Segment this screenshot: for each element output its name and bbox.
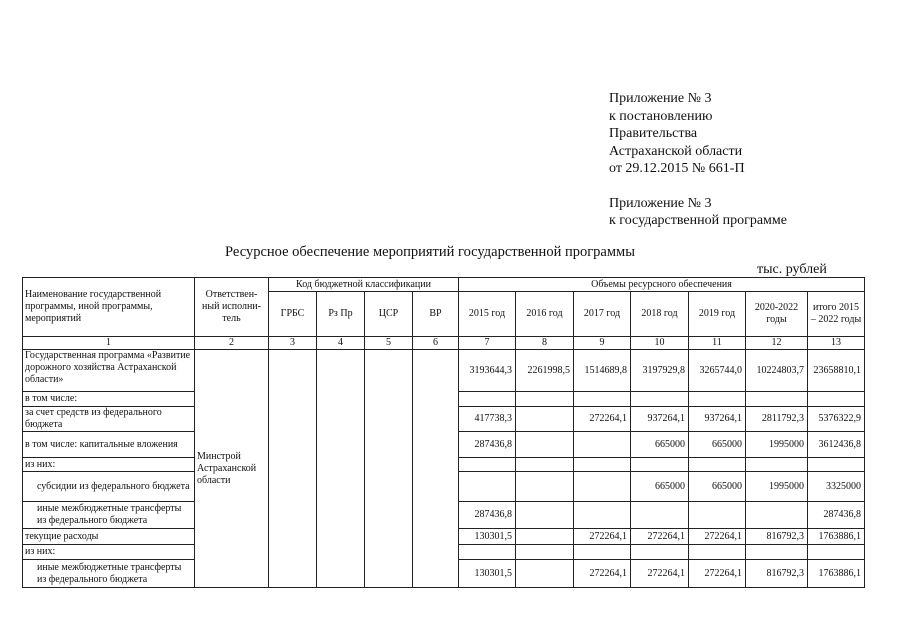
value-cell: 1995000 xyxy=(746,472,808,502)
column-number: 6 xyxy=(413,337,459,350)
value-cell xyxy=(574,472,631,502)
value-cell xyxy=(631,545,689,560)
value-cell: 816792,3 xyxy=(746,560,808,588)
value-cell: 272264,1 xyxy=(574,560,631,588)
value-cell xyxy=(516,432,574,458)
col-header-year: 2017 год xyxy=(574,292,631,337)
header-line: Приложение № 3 xyxy=(609,91,712,106)
column-number: 2 xyxy=(195,337,269,350)
value-cell xyxy=(631,502,689,529)
kbk-cell xyxy=(269,350,317,588)
col-header-year: 2019 год xyxy=(689,292,746,337)
units-label: тыс. рублей xyxy=(757,262,827,277)
col-header-kbk: ЦСР xyxy=(365,292,413,337)
col-header-year: 2015 год xyxy=(459,292,516,337)
header-line: к постановлению xyxy=(609,108,713,124)
column-number: 13 xyxy=(808,337,865,350)
value-cell: 2261998,5 xyxy=(516,350,574,392)
value-cell xyxy=(516,502,574,529)
value-cell xyxy=(689,502,746,529)
value-cell xyxy=(746,545,808,560)
header-line: к государственной программе xyxy=(609,213,787,228)
value-cell xyxy=(574,432,631,458)
value-cell xyxy=(574,458,631,472)
value-cell xyxy=(631,392,689,407)
value-cell xyxy=(516,560,574,588)
kbk-cell xyxy=(365,350,413,588)
column-number: 4 xyxy=(317,337,365,350)
value-cell xyxy=(516,529,574,545)
value-cell: 937264,1 xyxy=(631,407,689,432)
value-cell xyxy=(574,392,631,407)
value-cell: 272264,1 xyxy=(574,407,631,432)
group-header-kbk: Код бюджетной классификации xyxy=(269,278,459,292)
value-cell xyxy=(808,392,865,407)
row-name: из них: xyxy=(23,458,195,472)
value-cell xyxy=(459,392,516,407)
col-header-kbk: Рз Пр xyxy=(317,292,365,337)
value-cell xyxy=(459,545,516,560)
row-name: из них: xyxy=(23,545,195,560)
value-cell: 287436,8 xyxy=(459,432,516,458)
kbk-cell xyxy=(317,350,365,588)
value-cell: 3193644,3 xyxy=(459,350,516,392)
value-cell xyxy=(631,458,689,472)
value-cell xyxy=(459,472,516,502)
value-cell xyxy=(689,545,746,560)
executor-cell: Минстрой Астраханской области xyxy=(195,350,269,588)
value-cell: 665000 xyxy=(689,472,746,502)
value-cell: 1514689,8 xyxy=(574,350,631,392)
value-cell xyxy=(574,502,631,529)
col-header-executor: Ответствен-ный исполни-тель xyxy=(195,278,269,337)
column-number: 7 xyxy=(459,337,516,350)
row-name: субсидии из федерального бюджета xyxy=(23,472,195,502)
col-header-year: 2020-2022 годы xyxy=(746,292,808,337)
value-cell xyxy=(516,545,574,560)
column-number: 3 xyxy=(269,337,317,350)
value-cell: 665000 xyxy=(689,432,746,458)
value-cell: 130301,5 xyxy=(459,529,516,545)
header-line: от 29.12.2015 № 661-П xyxy=(609,161,745,176)
value-cell: 272264,1 xyxy=(631,560,689,588)
value-cell: 287436,8 xyxy=(459,502,516,529)
value-cell: 272264,1 xyxy=(689,560,746,588)
column-number: 10 xyxy=(631,337,689,350)
appendix-header xyxy=(609,90,889,230)
column-number: 9 xyxy=(574,337,631,350)
value-cell: 3612436,8 xyxy=(808,432,865,458)
value-cell: 287436,8 xyxy=(808,502,865,529)
value-cell xyxy=(516,392,574,407)
column-number: 8 xyxy=(516,337,574,350)
column-number: 5 xyxy=(365,337,413,350)
resource-table xyxy=(22,277,865,588)
row-name: иные межбюджетные трансферты из федерального бюджета xyxy=(23,560,195,588)
document-title: Ресурсное обеспечение мероприятий государственной программы xyxy=(225,244,635,260)
col-header-year: итого 2015 – 2022 годы xyxy=(808,292,865,337)
value-cell xyxy=(459,458,516,472)
value-cell: 3325000 xyxy=(808,472,865,502)
col-header-name: Наименование государственной программы, иной программы, мероприятий xyxy=(23,278,195,337)
value-cell: 937264,1 xyxy=(689,407,746,432)
value-cell: 1763886,1 xyxy=(808,560,865,588)
value-cell xyxy=(689,458,746,472)
value-cell: 1763886,1 xyxy=(808,529,865,545)
col-header-kbk: ГРБС xyxy=(269,292,317,337)
value-cell: 272264,1 xyxy=(574,529,631,545)
row-name: за счет средств из федерального бюджета xyxy=(23,407,195,432)
column-number: 11 xyxy=(689,337,746,350)
value-cell: 3265744,0 xyxy=(689,350,746,392)
value-cell xyxy=(746,392,808,407)
value-cell xyxy=(516,472,574,502)
value-cell xyxy=(746,458,808,472)
value-cell: 3197929,8 xyxy=(631,350,689,392)
value-cell: 816792,3 xyxy=(746,529,808,545)
value-cell: 23658810,1 xyxy=(808,350,865,392)
group-header-volumes: Объемы ресурсного обеспечения xyxy=(459,278,865,292)
value-cell xyxy=(746,502,808,529)
value-cell: 665000 xyxy=(631,472,689,502)
value-cell: 417738,3 xyxy=(459,407,516,432)
row-name: в том числе: капитальные вложения xyxy=(23,432,195,458)
col-header-year: 2018 год xyxy=(631,292,689,337)
col-header-kbk: ВР xyxy=(413,292,459,337)
table-row xyxy=(23,350,865,392)
row-name: Государственная программа «Развитие дорожного хозяйства Астраханской области» xyxy=(23,350,195,392)
row-name: текущие расходы xyxy=(23,529,195,545)
value-cell: 2811792,3 xyxy=(746,407,808,432)
value-cell xyxy=(808,458,865,472)
column-number: 1 xyxy=(23,337,195,350)
value-cell: 665000 xyxy=(631,432,689,458)
kbk-cell xyxy=(413,350,459,588)
header-line: Астраханской области xyxy=(609,143,743,159)
value-cell: 5376322,9 xyxy=(808,407,865,432)
header-line: Приложение № 3 xyxy=(609,195,712,211)
value-cell: 272264,1 xyxy=(631,529,689,545)
value-cell xyxy=(516,407,574,432)
value-cell xyxy=(808,545,865,560)
value-cell xyxy=(689,392,746,407)
value-cell: 272264,1 xyxy=(689,529,746,545)
value-cell: 130301,5 xyxy=(459,560,516,588)
col-header-year: 2016 год xyxy=(516,292,574,337)
value-cell: 1995000 xyxy=(746,432,808,458)
column-number: 12 xyxy=(746,337,808,350)
row-name: в том числе: xyxy=(23,392,195,407)
row-name: иные межбюджетные трансферты из федерального бюджета xyxy=(23,502,195,529)
value-cell xyxy=(516,458,574,472)
value-cell xyxy=(574,545,631,560)
header-line: Правительства xyxy=(609,126,698,141)
value-cell: 10224803,7 xyxy=(746,350,808,392)
